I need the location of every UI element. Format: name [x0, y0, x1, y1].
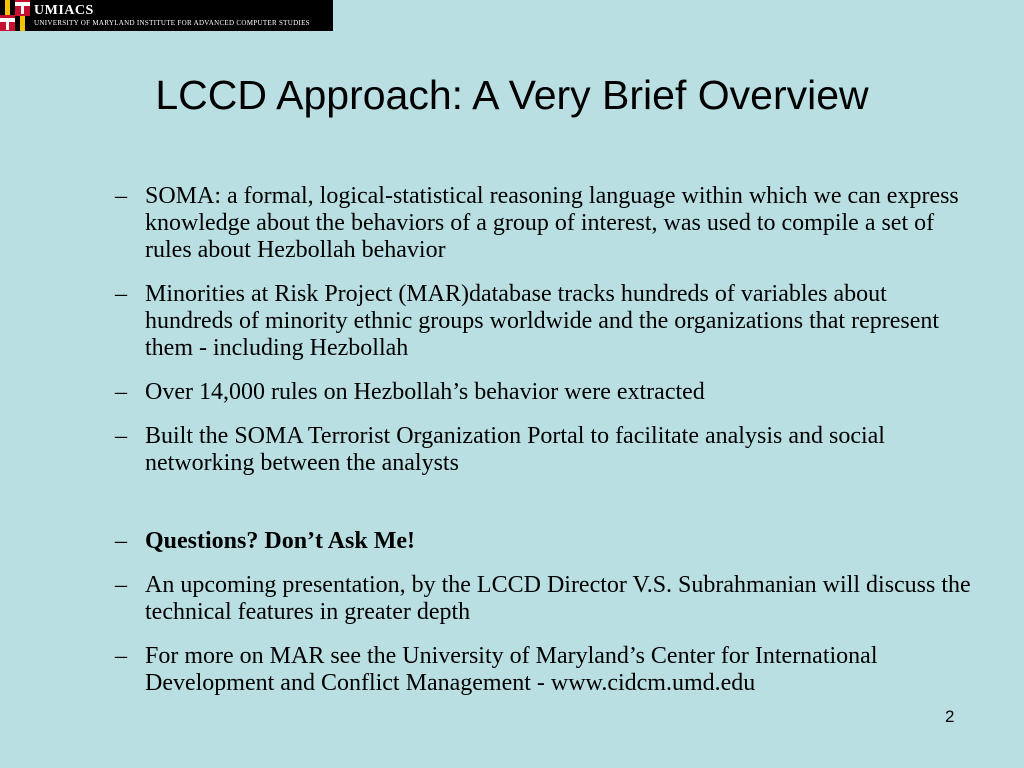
bullet-text: Minorities at Risk Project (MAR)database tracks hundreds of variables about hundreds of minority ethnic groups worldwide and the organizations that represent them - including Hezbollah — [145, 281, 940, 361]
maryland-flag-icon — [0, 0, 30, 31]
bullet-text: SOMA: a formal, logical-statistical reasoning language within which we can express knowledge about the behaviors of a group of interest, was used to compile a set of rules about Hezbollah behavior — [145, 183, 959, 263]
bullet-item — [112, 423, 972, 477]
umiacs-banner — [0, 0, 333, 31]
bullet-text: Built the SOMA Terrorist Organization Portal to facilitate analysis and social networking between the analysts — [145, 423, 885, 476]
bullet-text-bold: Questions? Don’t Ask Me! — [145, 528, 416, 554]
umiacs-logo-subtitle: UNIVERSITY OF MARYLAND INSTITUTE FOR ADVANCED COMPUTER STUDIES — [34, 19, 310, 27]
bullet-item-questions — [112, 528, 972, 555]
bullet-dash: – — [115, 423, 127, 449]
bullet-dash: – — [115, 183, 127, 209]
bullet-text: Over 14,000 rules on Hezbollah’s behavior were extracted — [145, 379, 705, 405]
bullet-dash: – — [115, 572, 127, 598]
bullet-dash: – — [115, 528, 127, 554]
bullet-text: An upcoming presentation, by the LCCD Director V.S. Subrahmanian will discuss the technical features in greater depth — [145, 572, 971, 625]
bullet-list — [112, 183, 972, 714]
page-number: 2 — [945, 707, 955, 726]
slide-title: LCCD Approach: A Very Brief Overview — [155, 72, 869, 118]
bullet-dash: – — [115, 379, 127, 405]
bullet-item — [112, 643, 972, 697]
bullet-item — [112, 379, 972, 406]
umiacs-logo-text: UMIACS — [34, 3, 94, 18]
bullet-item — [112, 281, 972, 362]
bullet-text: For more on MAR see the University of Maryland’s Center for International Development and Conflict Management - www.cidcm.umd.edu — [145, 643, 878, 696]
bullet-dash: – — [115, 643, 127, 669]
bullet-item — [112, 572, 972, 626]
bullet-dash: – — [115, 281, 127, 307]
bullet-item — [112, 183, 972, 264]
